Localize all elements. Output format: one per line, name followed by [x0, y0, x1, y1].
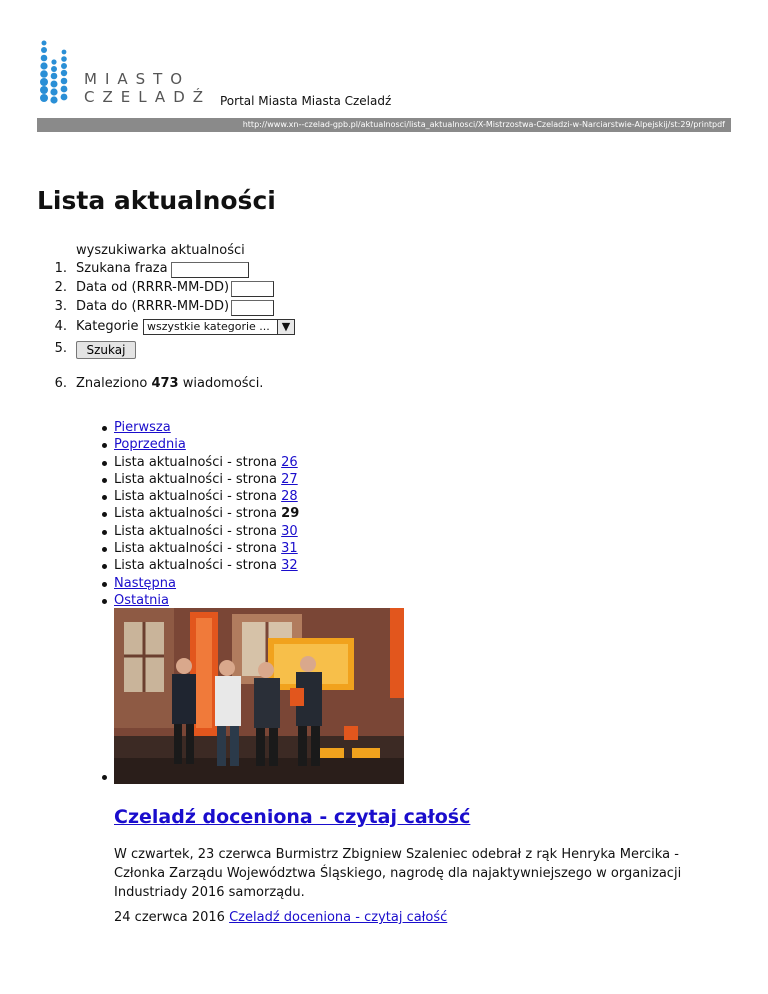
date-to-label: Data do (RRRR-MM-DD) — [76, 299, 230, 314]
page-title: Lista aktualności — [37, 186, 276, 215]
pagination-item — [0, 471, 299, 488]
news-read-more-link[interactable]: Czeladź doceniona - czytaj całość — [229, 910, 448, 925]
page-link[interactable]: 31 — [281, 541, 298, 557]
page-link[interactable]: 27 — [281, 471, 298, 487]
category-label: Kategorie — [76, 319, 139, 334]
url-bar: http://www.xn--czelad-gpb.pl/aktualnosci/lista_aktualnosci/X-Mistrzostwa-Czeladzi-w-Narciarstwie-Alpejskij/st:29/printpdf — [37, 118, 731, 132]
pagination-item — [0, 592, 299, 609]
page-prefix: Lista aktualności - strona — [114, 523, 278, 539]
date-to-input[interactable] — [231, 300, 274, 316]
pagination-item — [0, 419, 299, 436]
row-number: 2. — [54, 280, 67, 295]
pagination-item — [0, 557, 299, 574]
results-text — [76, 376, 263, 391]
logo-line-2: CZELADŹ — [84, 88, 212, 106]
phrase-label: Szukana fraza — [76, 261, 168, 276]
news-meta — [114, 910, 447, 925]
search-button[interactable]: Szukaj — [76, 341, 136, 359]
phrase-input[interactable] — [171, 262, 249, 278]
results-suffix: wiadomości. — [182, 376, 264, 391]
category-selected-value: wszystkie kategorie ... — [147, 320, 270, 333]
news-date: 24 czerwca 2016 — [114, 910, 225, 925]
logo-wordmark — [84, 70, 211, 106]
portal-title: Portal Miasta Miasta Czeladź — [220, 94, 392, 108]
page-prefix: Lista aktualności - strona — [114, 489, 278, 505]
first-page-link[interactable]: Pierwsza — [114, 420, 171, 435]
page-link[interactable]: 32 — [281, 558, 298, 574]
row-number: 4. — [54, 319, 67, 334]
page-link[interactable]: 30 — [281, 523, 298, 539]
pagination-item — [0, 436, 299, 453]
row-number: 1. — [54, 261, 67, 276]
news-title-link[interactable]: Czeladź doceniona - czytaj całość — [114, 806, 471, 828]
results-count: 473 — [151, 376, 179, 391]
pagination-item — [0, 575, 299, 592]
page-prefix: Lista aktualności - strona — [114, 454, 278, 470]
page-prefix: Lista aktualności - strona — [114, 558, 278, 574]
list-bullet — [102, 775, 107, 780]
page-prefix: Lista aktualności - strona — [114, 506, 278, 522]
page-prefix: Lista aktualności - strona — [114, 471, 278, 487]
last-page-link[interactable]: Ostatnia — [114, 592, 169, 608]
next-page-link[interactable]: Następna — [114, 575, 177, 591]
pagination-item — [0, 540, 299, 557]
news-photo[interactable] — [114, 608, 404, 784]
row-number: 5. — [54, 341, 67, 356]
previous-page-link[interactable]: Poprzednia — [114, 437, 186, 453]
page-prefix: Lista aktualności - strona — [114, 541, 278, 557]
results-prefix: Znaleziono — [76, 376, 148, 391]
page-link[interactable]: 26 — [281, 454, 298, 470]
news-title — [114, 806, 470, 828]
news-excerpt: W czwartek, 23 czerwca Burmistrz Zbigniew Szaleniec odebrał z rąk Henryka Mercika - Członka Zarządu Województwa Śląskiego, nagrodę dla najaktywniejszego w organizacji Industriady 2016 samorządu. — [114, 847, 682, 900]
page-link[interactable]: 28 — [281, 489, 298, 505]
pagination-item — [0, 488, 299, 505]
row-number: 3. — [54, 299, 67, 314]
current-page-number: 29 — [281, 506, 300, 522]
pagination-item-current — [0, 505, 299, 522]
row-number: 6. — [54, 376, 67, 391]
logo-line-1: MIASTO — [84, 70, 191, 88]
pagination-item — [0, 523, 299, 540]
pagination-list — [0, 419, 299, 609]
date-from-label: Data od (RRRR-MM-DD) — [76, 280, 230, 295]
date-from-input[interactable] — [231, 281, 274, 297]
dropdown-arrow-icon: ▼ — [277, 320, 294, 334]
search-heading: wyszukiwarka aktualności — [76, 243, 245, 258]
pagination-item — [0, 454, 299, 471]
category-select[interactable] — [143, 319, 295, 335]
city-logo-icon — [36, 38, 76, 106]
